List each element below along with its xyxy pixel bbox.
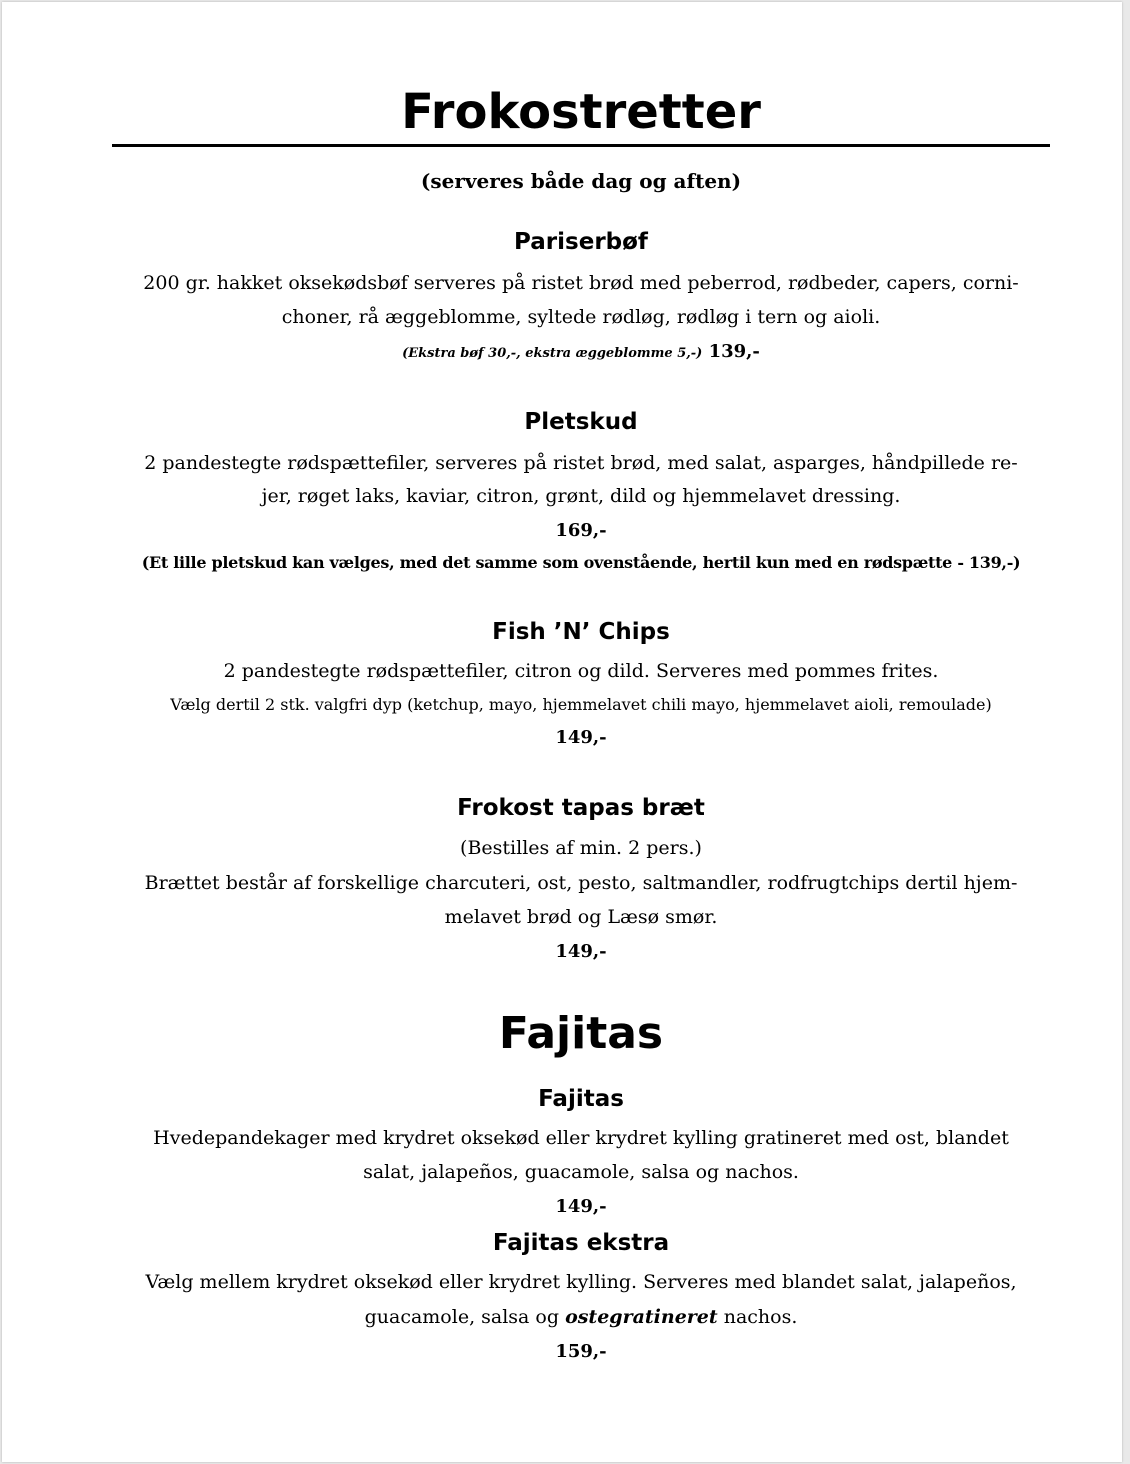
- item-desc-line: Vælg mellem krydret oksekød eller krydret kylling. Serveres med blandet salat, jalapeños,: [145, 1271, 1017, 1293]
- section-title: Fajitas: [498, 1008, 664, 1059]
- item-desc-line: 2 pandestegte rødspættefiler, serveres på ristet brød, med salat, asparges, håndpillede re-: [144, 452, 1018, 474]
- item-desc-line: [112, 1300, 1050, 1334]
- item-desc-line: jer, røget laks, kaviar, citron, grønt, dild og hjemmelavet dressing.: [261, 485, 901, 507]
- item-price: 149,-: [555, 1196, 607, 1217]
- item-price: 169,-: [555, 520, 607, 541]
- item-desc-line: Hvedepandekager med krydret oksekød eller krydret kylling gratineret med ost, blandet: [153, 1127, 1009, 1149]
- item-desc-line: melavet brød og Læsø smør.: [444, 906, 718, 928]
- item-desc-line: 200 gr. hakket oksekødsbøf serveres på ristet brød med peberrod, rødbeder, capers, corni-: [143, 272, 1019, 294]
- item-desc-line: 2 pandestegte rødspættefiler, citron og dild. Serveres med pommes frites.: [223, 660, 939, 682]
- desc-text: guacamole, salsa og: [364, 1306, 566, 1328]
- page-subtitle: (serveres både dag og aften): [420, 169, 742, 193]
- item-price: 149,-: [555, 941, 607, 962]
- desc-text: nachos.: [717, 1306, 798, 1328]
- item-price: 149,-: [555, 727, 607, 748]
- item-title-fish-n-chips: Fish ’N’ Chips: [492, 619, 670, 645]
- desc-emphasis: ostegratineret: [565, 1306, 718, 1328]
- item-order-note: (Bestilles af min. 2 pers.): [460, 837, 702, 859]
- item-title-tapas: Frokost tapas bræt: [457, 795, 705, 821]
- item-desc-line: choner, rå æggeblomme, syltede rødløg, rødløg i tern og aioli.: [281, 306, 881, 328]
- item-price: 139,-: [708, 341, 760, 362]
- item-desc-line: Brættet består af forskellige charcuteri, ost, pesto, saltmandler, rodfrugtchips dertil hjem-: [144, 872, 1018, 894]
- page-title: Frokostretter: [401, 84, 761, 140]
- item-title-pariserbof: Pariserbøf: [514, 229, 648, 255]
- menu-page: [2, 2, 1122, 1462]
- item-price-row: [112, 340, 1050, 366]
- item-note: (Et lille pletskud kan vælges, med det samme som ovenstående, hertil kun med en rødspætte - 139,-): [141, 553, 1021, 572]
- item-title-pletskud: Pletskud: [524, 409, 638, 435]
- item-extra-note: (Ekstra bøf 30,-, ekstra æggeblomme 5,-): [402, 346, 703, 361]
- item-desc-line: salat, jalapeños, guacamole, salsa og nachos.: [363, 1161, 799, 1183]
- item-title-fajitas-ekstra: Fajitas ekstra: [492, 1230, 670, 1256]
- item-title-fajitas: Fajitas: [538, 1086, 624, 1112]
- item-price: 159,-: [555, 1341, 607, 1362]
- title-divider: [112, 144, 1050, 147]
- item-desc-line: Vælg dertil 2 stk. valgfri dyp (ketchup, mayo, hjemmelavet chili mayo, hjemmelavet aioli, remoulade): [170, 695, 992, 714]
